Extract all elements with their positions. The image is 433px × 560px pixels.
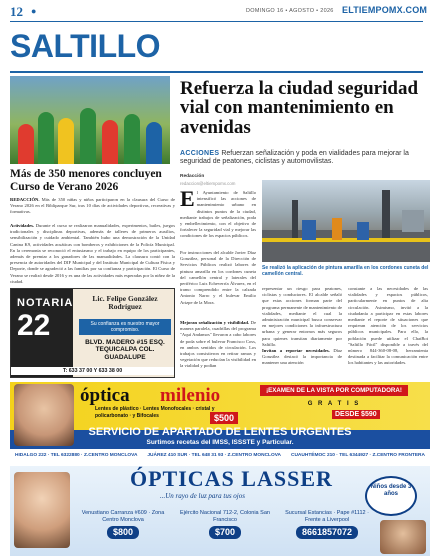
notaria-lic: Lic. Felipe González Rodríguez	[92, 294, 158, 312]
caption-bold: Se realizó la aplicación de pintura amarilla en los cordones	[262, 265, 403, 271]
opticas-lasser-ad[interactable]	[10, 466, 430, 556]
milenio-branch: CUAUHTÉMOC 210 · TEL 6344927 · Z.CENTRO FRONTERA	[291, 452, 425, 458]
left-headline: Más de 350 menores concluyen Curso de Verano 2026	[10, 168, 162, 193]
deck-kicker: ACCIONES	[180, 150, 220, 157]
lasser-branch-3-phone: 8661857072	[296, 526, 358, 539]
bullet-icon: ●	[31, 6, 37, 16]
section-title: SALTILLO	[10, 28, 161, 64]
header-rule	[10, 21, 423, 22]
lasser-branch-2	[180, 510, 270, 539]
street-photo	[262, 180, 430, 262]
optica-milenio-ad[interactable]	[10, 382, 430, 462]
milenio-logo-optica: óptica	[80, 385, 130, 406]
notaria-address: BLVD. MADERO #15 ESQ. TEQUICALPA COL. GUADALUPE	[85, 339, 165, 361]
lasser-title: ÓPTICAS LASSER	[130, 466, 333, 491]
main-column-5: constante a las necesidades de las vialidades y espacios públicos, particularmente en puntos de alta circulación. Asimismo, invitó a la ciudadanía a participar en estas labores mediante el reporte de situaciones que requieran atención de los servicios públicos municipales. Para ello, la población puede utilizar el ChatBot "Saltillo Fácil" disponible a través del número 844-360-08-08, herramienta destinada a facilitar la comunicación entre los habitantes y las autoridades.	[348, 286, 428, 366]
lasser-subtitle: ...Un rayo de luz para tus ojos	[160, 492, 245, 500]
lasser-model-photo	[14, 472, 70, 548]
milenio-supply: Surtimos recetas del IMSS, ISSSTE y Particular.	[146, 439, 294, 446]
dropcap: E	[180, 186, 195, 211]
main-column-3	[180, 320, 256, 370]
street-scene-icon	[262, 180, 430, 262]
lasser-branch-1-text: Venustiano Carranza #609 · Zona Centro Monclova	[81, 510, 165, 523]
lasser-branch-3	[282, 510, 372, 539]
byline-email: redaccion@eltiempomx.com	[180, 181, 236, 186]
milenio-promo: ¡EXAMEN DE LA VISTA POR COMPUTADORA!	[260, 385, 408, 396]
notaria-number: 22	[17, 309, 51, 342]
lasser-kid-photo	[380, 520, 426, 554]
left-p1-text: Más de 350 niñas y niños participaron en la clausura del Curso de Verano 2026 en el Bibliparque Sur, tras 10 días de actividades deportivas, recreativas y formativas.	[10, 197, 175, 215]
notaria-tagline: Su confianza es nuestro mayor compromiso.	[79, 319, 171, 335]
notaria-ad[interactable]	[10, 288, 175, 378]
lasser-branch-3-text: Sucursal Estancias · Pape #1112 · Frente a Liverpool	[285, 510, 369, 523]
dateline: DOMINGO 16 • AGOSTO • 2026	[246, 8, 334, 14]
left-p1-lead: REDACCIÓN.	[10, 197, 40, 202]
brand-logo: ELTIEMPOMX.COM	[342, 5, 428, 15]
caption-text: cuneta del camellón central.	[262, 265, 429, 278]
milenio-logo-milenio: milenio	[160, 385, 221, 406]
main-headline: Refuerza la ciudad seguridad vial con mantenimiento en avenidas	[180, 78, 419, 138]
milenio-lens-lines: Lentes de plástico · Lentes Monofocales · cristal y policarbonato · y Bifocales	[95, 406, 215, 419]
lasser-branch-2-price: $700	[209, 526, 241, 539]
section-rule	[10, 71, 423, 73]
milenio-branch: JUÁREZ 410 SUR · TEL 648 31 93 · Z.CENTRO MONCLOVA	[147, 452, 282, 458]
main-deck	[180, 150, 428, 167]
page-number: 12	[10, 4, 23, 19]
main-col3-text: De manera paralela, cuadrillas del programa "Aquí Andamos" llevaron a cabo labores de poda sobre el bulevar Francisco Coss, en ambos sentidos de circulación. Los trabajos consistieron en retirar ramas y vegetación que reducían la visibilidad en la vialidad y podían	[180, 320, 256, 369]
main-column-1	[180, 186, 256, 240]
main-col4-lead: Invitan a reportar necesidades.	[262, 347, 330, 353]
lasser-kids-badge: Niños desde 3 años	[365, 476, 417, 516]
main-column-4	[262, 286, 342, 366]
milenio-price-1: $500	[210, 412, 238, 424]
main-column-2: Por instrucciones del alcalde Javier Díaz González, personal de la Dirección de Servicios Públicos realizó labores de pintura amarilla en los cordones cuneta del camellón central y laterales del periférico Luis Echeverría Álvarez, en el tramo comprendido entre la calzada Antonio Narro y el bulevar Emilio Arizpe de la Mora.	[180, 250, 256, 305]
notaria-label: NOTARIA	[17, 297, 74, 309]
byline: Redacción	[180, 174, 205, 179]
milenio-branch: HIDALGO 222 · TEL 6322880 · Z.CENTRO MONCLOVA	[14, 452, 138, 458]
left-paragraph-1	[10, 197, 175, 216]
main-col4b-text: Díaz González destacó la importancia de mantener una atención	[262, 347, 342, 366]
main-col3-lead: Mejoran señalización y visibilidad.	[180, 320, 250, 325]
main-col4-text: representar un riesgo para peatones, ciclistas y conductores. El alcalde señaló que estas acciones forman parte del programa permanente de mantenimiento de vialidades, mediante el cual la administración municipal busca conservar en mejores condiciones la infraestructura urbana y generar entornos más seguros para quienes transitan diariamente por Saltillo.	[262, 286, 342, 347]
deck-text: Refuerzan señalización y poda en vialidades para mejorar la seguridad de peatones, ciclistas y automovilistas.	[180, 150, 409, 166]
lasser-branch-2-text: Ejército Nacional 712-2, Colonia San Francisco	[180, 510, 270, 523]
left-p2-text: Durante el curso se realizaron manualidades, experimentos, bailes, juegos tradicionales y disciplinas deportivas, además de talleres de primeros auxilios, sensibilización y cuidado ambiental. También hubo una demostración de la Unidad Canina K9, actividades acuáticas con bomberos y exhibiciones de la Policía Municipal. En la ceremonia se reconoció el entusiasmo y el trabajo en equipo de los participantes, además de premiar a los ganadores de las manualidades. La clausura contó con la presencia de autoridades del DIF Municipal y del Instituto Municipal de Cultura Física y Deporte, donde se agradeció a las familias por su confianza y participación. El Curso de Verano se realizó desde 2016 y es una de las actividades más esperadas por la niñez de la ciudad.	[10, 223, 175, 284]
summer-course-photo	[10, 76, 170, 164]
main-col1-text: l Ayuntamiento de Saltillo intensificó las acciones de mantenimiento urbano en distintos puntos de la ciudad, mediante trabajos de señalización, poda y embellecimiento, con el objetivo de fortalecer la seguridad vial y mejorar las condiciones de los espacios públicos.	[180, 190, 256, 239]
left-paragraph-2	[10, 223, 175, 285]
milenio-branches	[10, 449, 430, 462]
photo-caption	[262, 265, 430, 278]
milenio-service: SERVICIO DE APARTADO DE LENTES URGENTES	[88, 426, 352, 438]
milenio-price-2: DESDE $590	[332, 410, 380, 419]
left-p2-lead: Actividades.	[10, 223, 35, 228]
lasser-branch-1-price: $800	[107, 526, 139, 539]
lasser-branch-1	[78, 510, 168, 539]
notaria-phone: T: 633 37 00 Y 633 38 00	[11, 367, 174, 375]
milenio-gratis: G R A T I S	[307, 401, 361, 407]
